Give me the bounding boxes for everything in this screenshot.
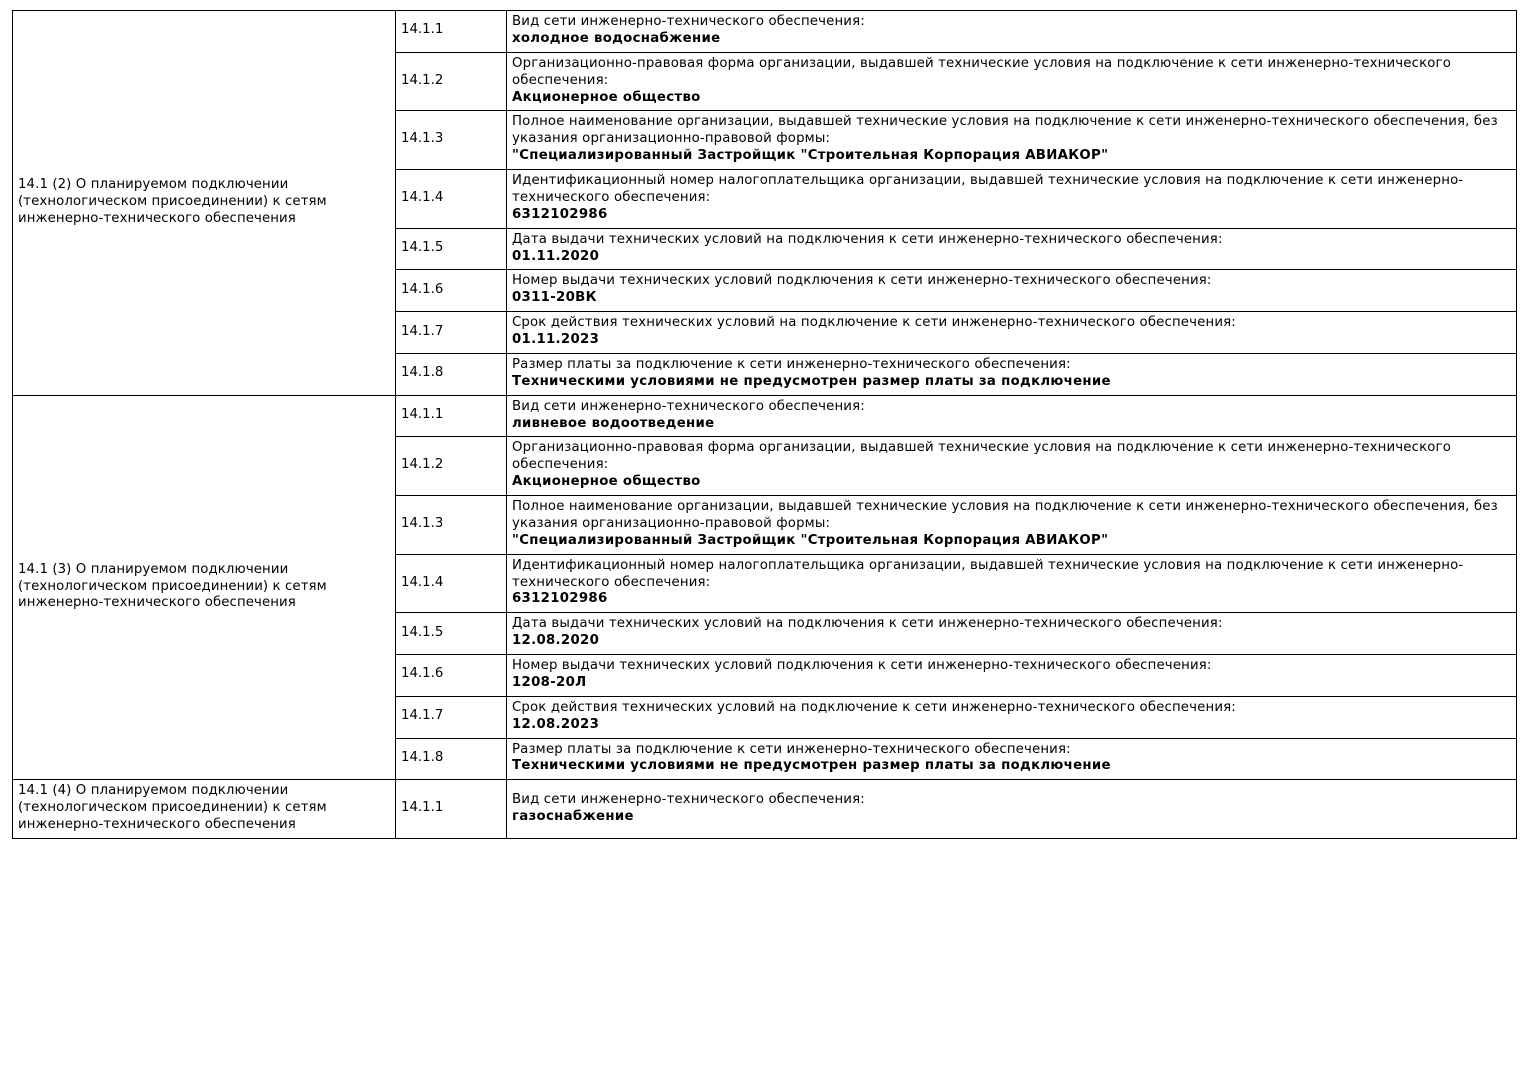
row-content: [507, 655, 1517, 697]
row-code: 14.1.1: [396, 11, 507, 53]
row-label: Вид сети инженерно-технического обеспечения:: [512, 14, 865, 29]
row-code: 14.1.3: [396, 496, 507, 555]
row-label: Полное наименование организации, выдавшей технические условия на подключение к сети инженерно-технического обеспечения, без указания организационно-правовой формы:: [512, 114, 1498, 147]
row-label: Вид сети инженерно-технического обеспечения:: [512, 398, 865, 414]
row-content: [507, 496, 1517, 555]
row-code: 14.1.8: [396, 353, 507, 395]
row-code: 14.1.3: [396, 111, 507, 170]
row-code: 14.1.4: [396, 170, 507, 229]
row-label: Номер выдачи технических условий подключения к сети инженерно-технического обеспечения:: [512, 658, 1212, 673]
table-row: [13, 780, 1517, 839]
row-value: газоснабжение: [512, 808, 634, 824]
row-content: [507, 780, 1517, 839]
row-code: 14.1.5: [396, 613, 507, 655]
row-label: Идентификационный номер налогоплательщика организации, выдавшей технические условия на подключение к сети инженерно-технического обеспечения:: [512, 173, 1464, 205]
row-value: Акционерное общество: [512, 474, 701, 490]
section-title: 14.1 (2) О планируемом подключении (технологическом присоединении) к сетям инженерно-технического обеспечения: [18, 177, 327, 226]
table-row: [13, 395, 1517, 437]
row-content: [507, 395, 1517, 437]
section-title: 14.1 (4) О планируемом подключении (технологическом присоединении) к сетям инженерно-технического обеспечения: [18, 783, 327, 832]
row-content: [507, 353, 1517, 395]
row-content: [507, 738, 1517, 780]
row-value: ливневое водоотведение: [512, 415, 715, 431]
row-label: Срок действия технических условий на подключение к сети инженерно-технического обеспечения:: [512, 699, 1236, 715]
row-code: 14.1.1: [396, 780, 507, 839]
row-code: 14.1.2: [396, 437, 507, 496]
row-value: 0311-20ВК: [512, 290, 597, 306]
row-content: [507, 312, 1517, 354]
row-code: 14.1.7: [396, 696, 507, 738]
row-value: 01.11.2020: [512, 248, 600, 264]
section-title-cell: [13, 11, 396, 396]
row-value: "Специализированный Застройщик "Строительная Корпорация АВИАКОР": [512, 532, 1109, 548]
row-content: [507, 11, 1517, 53]
row-code: 14.1.8: [396, 738, 507, 780]
row-value: Акционерное общество: [512, 89, 701, 105]
table-row: [13, 11, 1517, 53]
row-content: [507, 52, 1517, 111]
row-content: [507, 437, 1517, 496]
row-label: Организационно-правовая форма организации, выдавшей технические условия на подключение к сети инженерно-технического обеспечения:: [512, 440, 1451, 473]
row-label: Организационно-правовая форма организации, выдавшей технические условия на подключение к сети инженерно-технического обеспечения:: [512, 55, 1451, 88]
row-value: 01.11.2023: [512, 332, 600, 347]
row-label: Полное наименование организации, выдавшей технические условия на подключение к сети инженерно-технического обеспечения, без указания организационно-правовой формы:: [512, 499, 1498, 531]
row-code: 14.1.7: [396, 312, 507, 354]
row-value: 12.08.2023: [512, 716, 600, 732]
engineering-networks-table: [12, 10, 1517, 839]
row-label: Дата выдачи технических условий на подключения к сети инженерно-технического обеспечения:: [512, 231, 1223, 247]
row-code: 14.1.1: [396, 395, 507, 437]
section-title-cell: [13, 395, 396, 780]
row-value: Техническими условиями не предусмотрен размер платы за подключение: [512, 758, 1111, 774]
row-code: 14.1.5: [396, 228, 507, 270]
row-content: [507, 270, 1517, 312]
row-content: [507, 696, 1517, 738]
row-content: [507, 111, 1517, 170]
row-value: 6312102986: [512, 206, 608, 222]
row-content: [507, 228, 1517, 270]
row-content: [507, 613, 1517, 655]
table-body: [13, 11, 1517, 839]
row-label: Срок действия технических условий на подключение к сети инженерно-технического обеспечения:: [512, 315, 1236, 331]
row-value: Техническими условиями не предусмотрен размер платы за подключение: [512, 373, 1111, 389]
row-label: Дата выдачи технических условий на подключения к сети инженерно-технического обеспечения:: [512, 616, 1223, 632]
row-value: "Специализированный Застройщик "Строительная Корпорация АВИАКОР": [512, 148, 1109, 164]
row-value: 6312102986: [512, 591, 608, 607]
row-code: 14.1.4: [396, 554, 507, 613]
row-value: 12.08.2020: [512, 633, 600, 649]
row-content: [507, 170, 1517, 229]
row-value: 1208-20Л: [512, 674, 587, 690]
row-value: холодное водоснабжение: [512, 30, 721, 46]
row-code: 14.1.6: [396, 270, 507, 312]
row-label: Вид сети инженерно-технического обеспечения:: [512, 791, 865, 807]
row-label: Размер платы за подключение к сети инженерно-технического обеспечения:: [512, 741, 1071, 757]
row-code: 14.1.2: [396, 52, 507, 111]
section-title-cell: [13, 780, 396, 839]
row-code: 14.1.6: [396, 655, 507, 697]
row-label: Размер платы за подключение к сети инженерно-технического обеспечения:: [512, 356, 1071, 372]
row-content: [507, 554, 1517, 613]
row-label: Номер выдачи технических условий подключения к сети инженерно-технического обеспечения:: [512, 273, 1212, 289]
section-title: 14.1 (3) О планируемом подключении (технологическом присоединении) к сетям инженерно-технического обеспечения: [18, 561, 327, 611]
row-label: Идентификационный номер налогоплательщика организации, выдавшей технические условия на подключение к сети инженерно-технического обеспечения:: [512, 557, 1464, 590]
